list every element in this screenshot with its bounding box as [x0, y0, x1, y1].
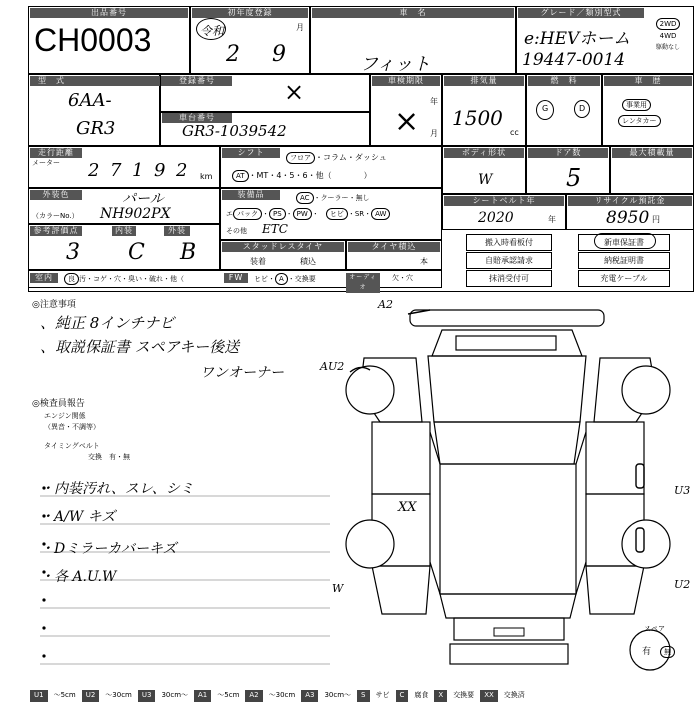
inspector-title: ◎検査員報告 — [32, 399, 85, 409]
equipment-other-label: その他 — [226, 227, 247, 235]
report-line-2: ・A/W キズ — [40, 509, 116, 525]
first-reg-label: 初年度登録 — [192, 8, 308, 18]
shaken-year-label: 年 — [430, 97, 438, 106]
drive-2wd: 2WD — [656, 18, 681, 30]
recycle-unit: 円 — [652, 215, 660, 224]
first-reg-month-label: 月 — [296, 23, 304, 32]
studless-opt2: 積込 — [300, 257, 316, 266]
notes-line-1: 、純正 8インチナビ — [40, 314, 175, 332]
color-sub: （カラーNo.） — [32, 212, 79, 220]
engine-value: 1500 — [452, 106, 503, 130]
seatbelt-unit: 年 — [548, 215, 556, 224]
service-warranty: 新車保証書 — [578, 234, 670, 251]
reg-label: 登録番号 — [162, 76, 232, 86]
service-signboard: 搬入時看板付 — [466, 234, 552, 251]
equipment-row2: エ パック ・ PS ・ PW ・ ヒビ ・SR・ AW — [226, 208, 390, 220]
car-name-label: 車 名 — [312, 8, 514, 18]
body-label: ボディ形状 — [444, 148, 524, 158]
report-line-3: ・Dミラーカバーキズ — [40, 541, 177, 557]
mark-right-upper: U3 — [674, 484, 691, 497]
first-reg-era: 令和 — [200, 24, 225, 38]
spare-options: 有 無 — [642, 644, 675, 658]
engine-report-label: エンジン関係 — [44, 412, 86, 420]
shaken-month-label: 月 — [430, 129, 438, 138]
model-line2: GR3 — [76, 118, 116, 139]
audio-label: オーディオ — [346, 273, 380, 293]
notes-line-2: 、取説保証書 スペアキー後送 — [40, 338, 240, 356]
history-rental: レンタカー — [618, 108, 661, 127]
mileage-d2: 7 — [110, 160, 122, 181]
engine-unit: cc — [510, 128, 519, 137]
shift-row2: AT ・MT・4・5・6・他（ ） — [232, 170, 372, 182]
engine-label: 排気量 — [444, 76, 524, 86]
color-code: NH902PX — [100, 206, 171, 222]
chassis-label: 車台番号 — [162, 113, 232, 123]
shaken-label: 車検期限 — [372, 76, 440, 86]
chassis-value: GR3-1039542 — [182, 122, 287, 140]
fuel-label: 燃 料 — [528, 76, 600, 86]
mileage-d1: 2 — [88, 160, 100, 181]
first-reg-box — [190, 6, 310, 74]
doors-label: ドア数 — [528, 148, 608, 158]
reg-value: × — [284, 78, 305, 106]
service-jibai: 自賠承認請求 — [466, 252, 552, 269]
color-value: パール — [122, 191, 164, 207]
mileage-d3: 1 — [132, 160, 144, 181]
doors-value: 5 — [566, 164, 582, 192]
mark-front-left: AU2 — [320, 360, 345, 373]
car-name-value: フィット — [360, 54, 431, 75]
mileage-unit: km — [200, 172, 213, 181]
shaken-value: × — [394, 104, 420, 139]
lot-label: 出品番号 — [30, 8, 188, 18]
mileage-label: 走行距離 — [30, 148, 82, 158]
drive-4wd: 4WD — [659, 32, 677, 40]
mark-middle: XX — [398, 500, 417, 515]
grade-label: グレード／類別型式 — [518, 8, 644, 18]
mark-top: A2 — [378, 298, 393, 311]
interior-score-label: 内装 — [112, 226, 136, 236]
report-line-1: ・内装汚れ、スレ、シミ — [40, 481, 194, 497]
mileage-meter: メーター — [32, 159, 60, 167]
score-label: 参考評価点 — [30, 226, 82, 236]
fw-label: FW — [224, 273, 248, 283]
notes-title: ◎注意事項 — [32, 300, 76, 310]
model-label: 型 式 — [30, 76, 166, 86]
history-label: 車 歴 — [604, 76, 692, 86]
tire-unit: 本 — [420, 257, 428, 266]
fuel-d: D — [579, 104, 586, 113]
score-value: 3 — [66, 240, 80, 265]
mark-left-lower: W — [332, 582, 344, 595]
recycle-value: 8950 — [606, 208, 650, 228]
fuel-g: G — [542, 104, 549, 113]
equipment-label: 装備品 — [222, 190, 280, 200]
color-label: 外装色 — [30, 190, 82, 200]
drive-options — [650, 18, 686, 54]
seatbelt-label: シートベルト年 — [444, 196, 564, 206]
shift-options: フロア ・コラム・ダッシュ — [286, 152, 387, 164]
fw-options: ヒビ・ A ・交換要 — [254, 275, 316, 283]
timing-label: タイミングベルト — [44, 442, 100, 450]
spare-label: スペア — [644, 625, 665, 633]
first-reg-year: 2 — [226, 42, 240, 67]
mileage-d4: 9 — [154, 160, 166, 181]
load-label: 最大積載量 — [612, 148, 692, 158]
model-line1: 6AA- — [68, 90, 112, 111]
drive-none: 駆動なし — [655, 44, 680, 51]
lot-box — [28, 6, 190, 74]
service-cancel: 抹消受付可 — [466, 270, 552, 287]
interior-score: C — [128, 240, 145, 265]
equipment-other: ETC — [262, 222, 288, 236]
studless-opt1: 装着 — [250, 257, 266, 266]
mark-right-lower: U2 — [674, 578, 691, 591]
seatbelt-value: 2020 — [478, 210, 514, 226]
interior-items: 良 汚・コゲ・穴・臭い・破れ・他（ — [64, 273, 184, 285]
first-reg-month: 9 — [272, 42, 286, 67]
legend-bar: U1 〜5cm U2 〜30cm U3 30cm〜 A1 〜5cm A2 〜30cm A3 30cm〜 S サビ C 腐食 X 交換要 XX 交換済 — [30, 690, 700, 702]
shift-label: シフト — [222, 148, 280, 158]
lot-number: CH0003 — [34, 22, 152, 58]
service-tax: 納税証明書 — [578, 252, 670, 269]
exterior-score-label: 外装 — [164, 226, 190, 236]
equipment-row1: AC ・クーラー・無し — [296, 192, 370, 204]
report-line-4: ・各 A.U.W — [40, 569, 117, 585]
service-cable: 充電ケーブル — [578, 270, 670, 287]
exterior-score: B — [180, 240, 197, 265]
tire-label: タイヤ積込 — [348, 242, 440, 252]
grade-type-code: 19447-0014 — [522, 50, 626, 70]
timing-sub: 交換 有・無 — [88, 453, 130, 461]
grade-value: e:HEVホーム — [524, 29, 631, 49]
mileage-d5: 2 — [176, 160, 188, 181]
history-business: 事業用 — [622, 92, 651, 111]
interior-row-label: 室内 — [30, 273, 58, 283]
warranty-circle — [594, 233, 656, 249]
body-value: W — [478, 172, 493, 188]
audio-options: 欠・穴 — [392, 274, 413, 282]
engine-report-sub: （異音・不調等） — [44, 423, 100, 431]
notes-line-3: ワンオーナー — [200, 365, 284, 381]
studless-label: スタッドレスタイヤ — [222, 242, 344, 252]
recycle-label: リサイクル預託金 — [568, 196, 692, 206]
